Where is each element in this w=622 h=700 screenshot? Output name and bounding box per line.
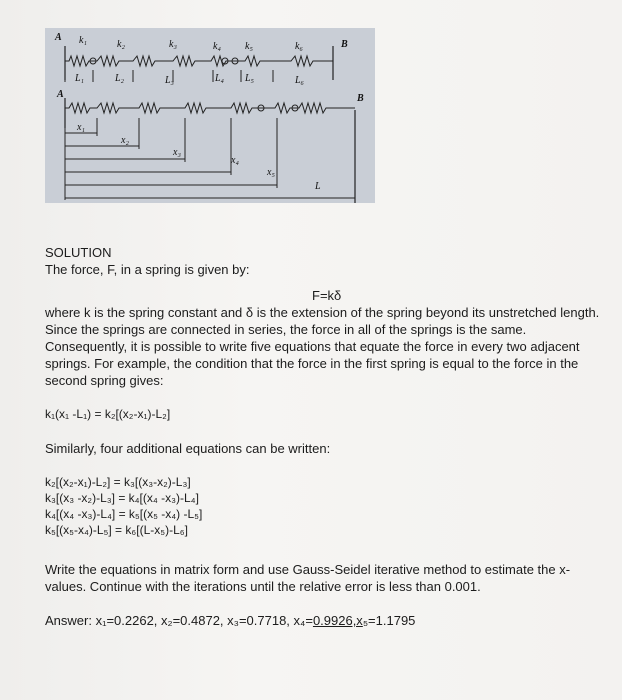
top-end-a-label: A [55,32,62,43]
answer-line [45,612,605,629]
position-x5-label: x₅ [267,167,275,178]
bottom-end-a-label: A [57,89,64,100]
answer-suffix: ₅=1.1795 [362,613,416,628]
length-l2-label: L₂ [115,73,125,84]
spring-k4-label: k₄ [213,41,221,52]
additional-equations [45,474,605,538]
spring-system-figure [45,28,375,203]
top-spring-chain [65,56,333,66]
total-length-label: L [315,181,321,192]
equation-row: k₂[(x₂-x₁)-L₂] = k₃[(x₃-x₂)-L₃] [45,475,191,489]
equation-row: k₄[(x₄ -x₃)-L₄] = k₅[(x₅ -x₄) -L₅] [45,507,203,521]
task-instruction: Write the equations in matrix form and use Gauss-Seidel iterative method to estimate the x-values. Continue with the iterations until the relative error is less than 0.001. [45,562,571,594]
answer-prefix: Answer: x₁=0.2262, x₂=0.4872, x₃=0.7718, x₄= [45,613,313,628]
position-x4-label: x₄ [231,155,239,166]
spring-k5-label: k₅ [245,41,253,52]
length-l1-label: L₁ [75,73,85,84]
answer-underlined: 0.9926,x [312,613,363,628]
bottom-end-b-label: B [357,93,364,104]
length-l6-label: L₆ [295,75,305,86]
position-x1-label: x₁ [77,122,85,133]
position-x2-label: x₂ [121,135,129,146]
spring-k2-label: k₂ [117,39,125,50]
equation-row: k₅[(x₅-x₄)-L₅] = k₆[(L-x₅)-L₆] [45,523,188,537]
spring-k1-label: k₁ [79,35,87,46]
spring-k3-label: k₃ [169,39,177,50]
bottom-spring-chain [65,103,355,113]
spring-diagram [45,28,375,203]
solution-heading: SOLUTION [45,245,112,260]
solution-intro: The force, F, in a spring is given by: [45,262,250,277]
length-l5-label: L₅ [245,73,255,84]
position-x3-label: x₃ [173,147,181,158]
bottom-position-arrows [65,118,355,200]
first-equation: k₁(x₁ -L₁) = k₂[(x₂-x₁)-L₂] [45,407,171,421]
length-l4-label: L₄ [215,73,225,84]
top-end-b-label: B [341,39,348,50]
explanation-paragraph: where k is the spring constant and δ is the extension of the spring beyond its unstretched length. Since the springs are connected in series, the force in all of the springs is the same. Consequently, it is possible to write five equations that equate the force in every two adjacent springs. For example, the condition that the force in the first spring is equal to the force in the second spring gives: [45,305,600,388]
length-l3-label: L₃ [165,75,175,86]
similarly-text: Similarly, four additional equations can be written: [45,441,331,456]
spring-k6-label: k₆ [295,41,303,52]
equation-row: k₃[(x₃ -x₂)-L₃] = k₄[(x₄ -x₃)-L₄] [45,491,199,505]
force-formula: F=kδ [312,288,342,303]
